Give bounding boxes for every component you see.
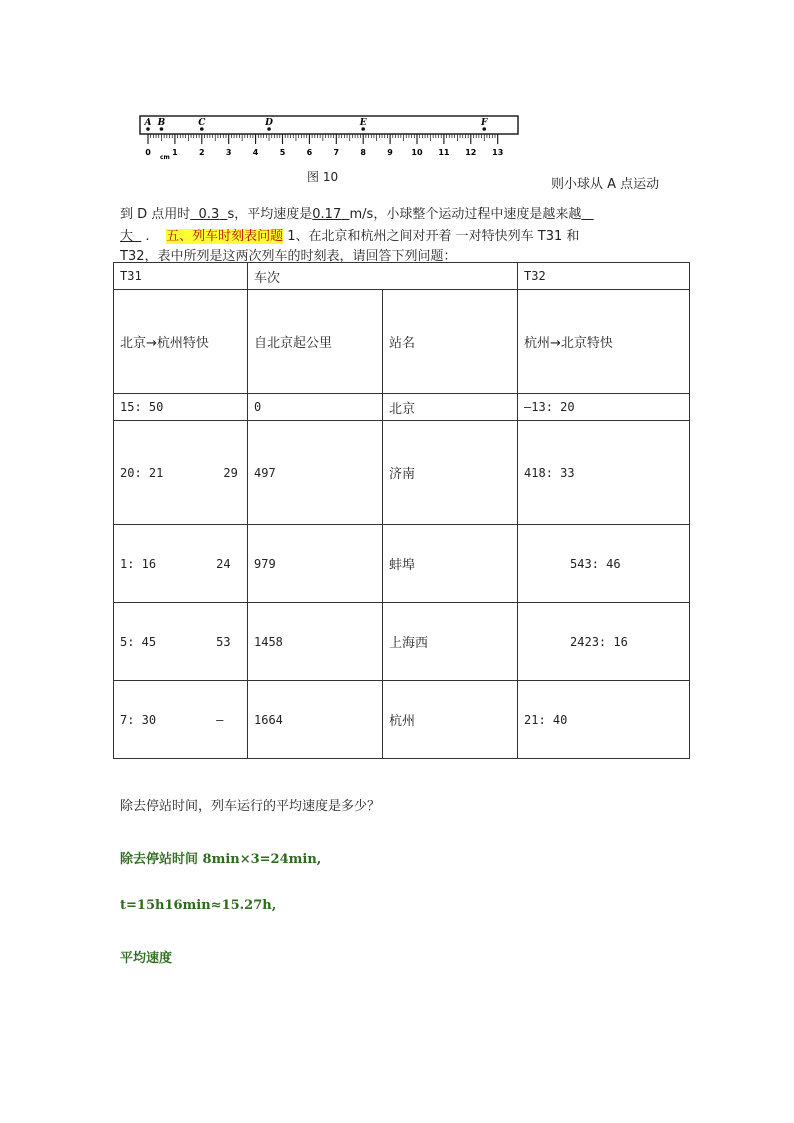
point-label: E — [359, 118, 367, 128]
header-train-number: 车次 — [248, 263, 518, 290]
km-cell: 497 — [248, 421, 383, 525]
line1-prefix: 到 D 点用时 — [120, 207, 191, 222]
table-row — [114, 394, 690, 421]
table-row — [114, 603, 690, 681]
km-cell: 1458 — [248, 603, 383, 681]
t31-time: 20: 21 29 — [114, 421, 248, 525]
point-label: B — [157, 118, 166, 128]
t32-time: —13: 20 — [518, 394, 690, 421]
t32-time: 21: 40 — [518, 681, 690, 759]
point-label: A — [144, 118, 152, 128]
figure-caption: 图 10 — [307, 170, 339, 184]
t31-time: 15: 50 — [114, 394, 248, 421]
answer-step-2: t=15h16min≈15.27h, — [120, 898, 277, 913]
speed-answer: 0.17 — [312, 207, 342, 222]
table-subheader-row — [114, 290, 690, 394]
line1-suffix: m/s，小球整个运动过程中速度是越来越 — [349, 207, 582, 222]
km-cell: 979 — [248, 525, 383, 603]
ruler-number: 2 — [199, 148, 205, 157]
t32-time: 2423: 16 — [518, 603, 690, 681]
answer-line-1 — [120, 203, 594, 222]
ruler-number: 4 — [252, 148, 259, 157]
header-t31: T31 — [114, 263, 248, 290]
ruler-number: 6 — [306, 148, 313, 157]
line1-mid: s，平均速度是 — [227, 207, 313, 222]
answer-step-3: 平均速度 — [120, 951, 173, 966]
time-answer: 0.3 — [198, 207, 220, 222]
ruler-unit: cm — [160, 154, 170, 161]
station-cell: 北京 — [383, 394, 518, 421]
t31-time: 7: 30 — — [114, 681, 248, 759]
table-row — [114, 681, 690, 759]
ruler-number: 9 — [387, 148, 393, 157]
ruler-number: 13 — [492, 148, 504, 157]
t31-time: 1: 16 24 — [114, 525, 248, 603]
ruler-number: 8 — [360, 148, 366, 157]
ruler-number: 10 — [411, 148, 423, 157]
period: . — [145, 229, 150, 244]
station-cell: 济南 — [383, 421, 518, 525]
table-header-row — [114, 263, 690, 290]
station-cell: 蚌埠 — [383, 525, 518, 603]
t32-time: 543: 46 — [518, 525, 690, 603]
ruler-number: 3 — [225, 148, 232, 157]
table-row — [114, 525, 690, 603]
ruler-number: 12 — [465, 148, 477, 157]
station-cell: 杭州 — [383, 681, 518, 759]
section-heading: 五、列车时刻表问题 — [166, 229, 284, 244]
timetable — [113, 262, 690, 759]
point-label: F — [481, 118, 488, 128]
t32-time: 418: 33 — [518, 421, 690, 525]
ruler-number: 11 — [438, 148, 450, 157]
answer-step-1: 除去停站时间 8min×3=24min, — [120, 852, 322, 867]
point-label: C — [198, 118, 206, 128]
intro-text: 则小球从 A 点运动 — [551, 177, 660, 192]
trend-answer: 大 — [120, 229, 134, 244]
ruler-number: 0 — [145, 148, 151, 157]
ruler-number: 5 — [279, 148, 286, 157]
km-cell: 1664 — [248, 681, 383, 759]
subheader-direction-1: 北京→杭州特快 — [114, 290, 248, 394]
subheader-station: 站名 — [383, 290, 518, 394]
km-cell: 0 — [248, 394, 383, 421]
ruler-number: 7 — [333, 148, 340, 157]
problem-intro: 1、在北京和杭州之间对开着 一对特快列车 T31 和 — [287, 229, 580, 244]
header-t32: T32 — [518, 263, 690, 290]
subheader-km: 自北京起公里 — [248, 290, 383, 394]
table-row — [114, 421, 690, 525]
answer-line-3: T32，表中所列是这两次列车的时刻表，请回答下列问题： — [120, 249, 457, 264]
ruler-number: 1 — [172, 148, 178, 157]
subheader-direction-2: 杭州→北京特快 — [518, 290, 690, 394]
question-text: 除去停站时间，列车运行的平均速度是多少？ — [120, 799, 381, 814]
point-label: D — [265, 118, 273, 128]
t31-time: 5: 45 53 — [114, 603, 248, 681]
station-cell: 上海西 — [383, 603, 518, 681]
answer-line-2 — [120, 225, 579, 244]
ruler-svg — [138, 112, 520, 174]
